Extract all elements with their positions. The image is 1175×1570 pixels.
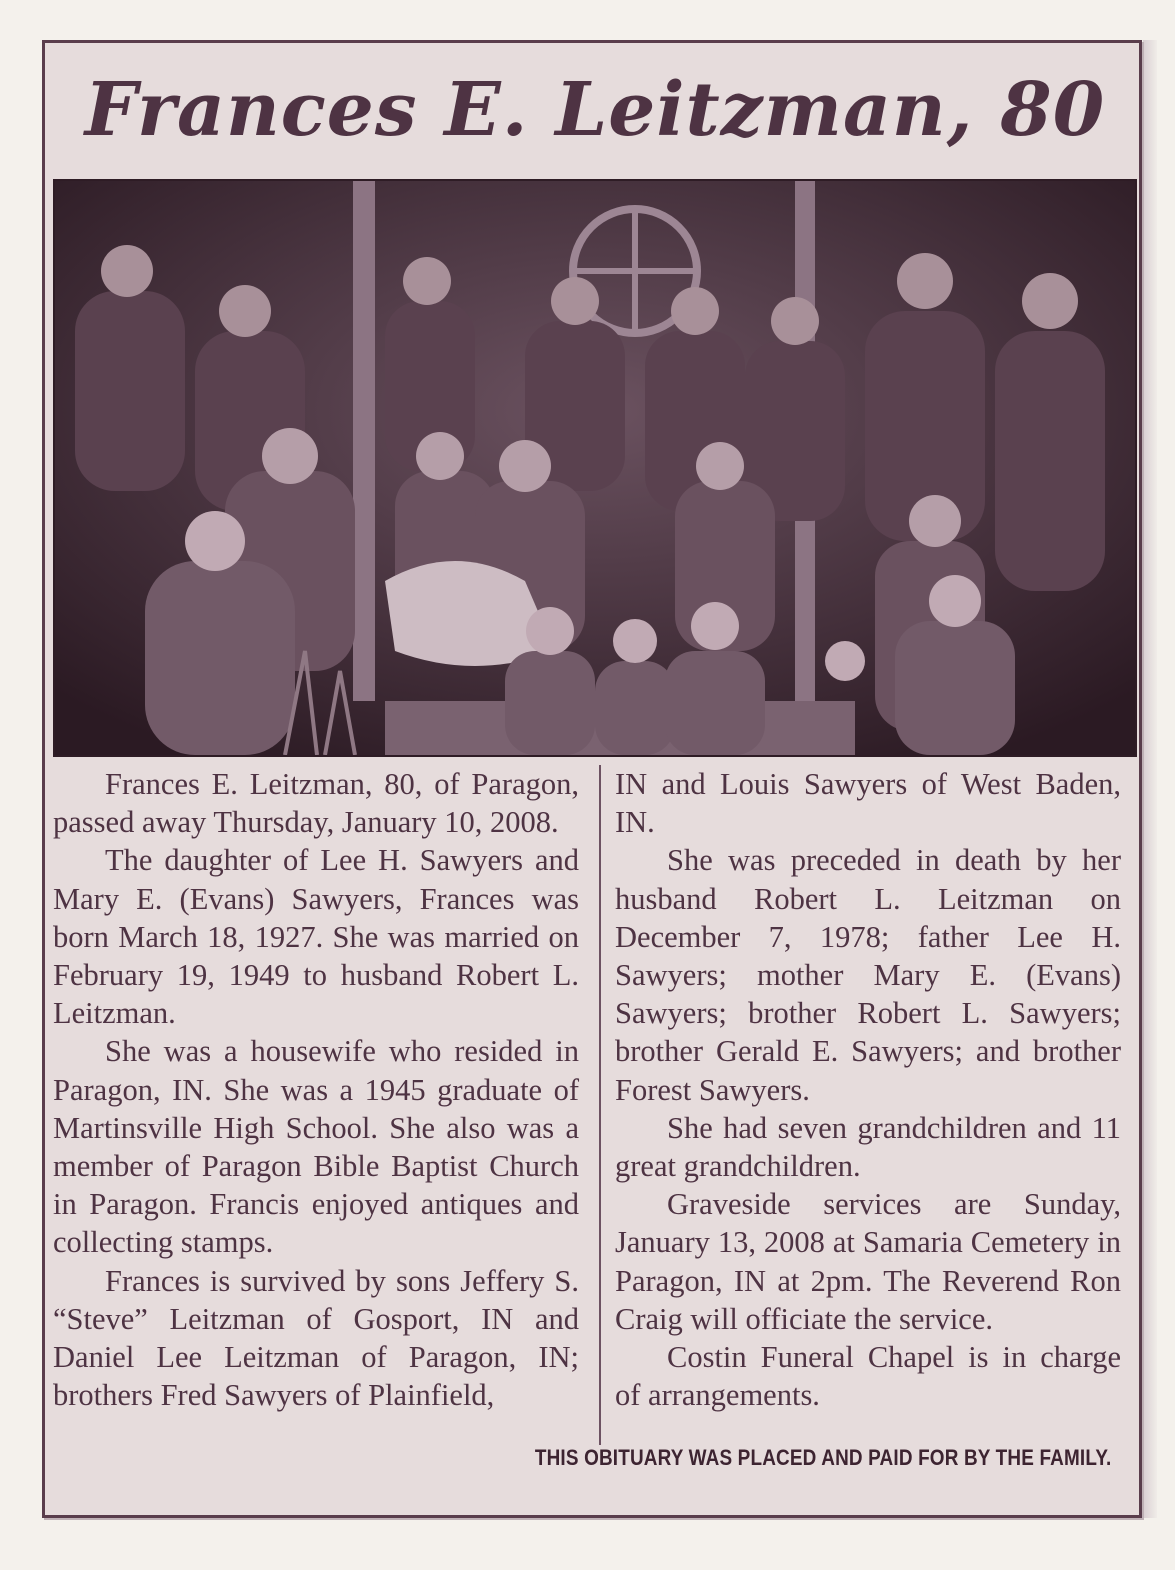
- paid-notice: THIS OBITUARY WAS PLACED AND PAID FOR BY THE FAMILY.: [534, 1445, 1111, 1470]
- column-right: [615, 765, 1121, 1414]
- column-divider: [599, 765, 601, 1445]
- column-left: [53, 765, 579, 1414]
- obituary-clipping: [42, 40, 1142, 1518]
- obituary-body: [53, 765, 1137, 1455]
- paragraph-preceded: She was preceded in death by her husband Robert L. Leitzman on December 7, 1978; father Lee H. Sawyers; mother Mary E. (Evans) Sawyers; brother Robert L. Sawyers; brother Gerald E. Sawyers; and brother Forest Sawyers.: [615, 843, 1121, 1107]
- paragraph-survivors: Frances is survived by sons Jeffery S. “Steve” Leitzman of Gosport, IN and Daniel Lee Leitzman of Paragon, IN; brothers Fred Sawyers of Plainfield,: [53, 1263, 579, 1413]
- paragraph-life: She was a housewife who resided in Paragon, IN. She was a 1945 graduate of Martinsville High School. She also was a member of Paragon Bible Baptist Church in Paragon. Francis enjoyed antiques and collecting stamps.: [53, 1034, 579, 1260]
- paragraph-parents: The daughter of Lee H. Sawyers and Mary E. (Evans) Sawyers, Frances was born March 18, 1927. She was married on February 19, 1949 to husband Robert L. Leitzman.: [53, 843, 579, 1031]
- paragraph-arrangements: Costin Funeral Chapel is in charge of arrangements.: [615, 1340, 1121, 1413]
- paragraph-grandchildren: She had seven grandchildren and 11 great grandchildren.: [615, 1110, 1121, 1184]
- paragraph-survivors-continued: IN and Louis Sawyers of West Baden, IN.: [615, 767, 1121, 840]
- family-photo: [53, 179, 1137, 757]
- paper-edge: [1143, 40, 1157, 1518]
- headline: Frances E. Leitzman, 80: [84, 67, 1106, 153]
- paragraph-intro: Frances E. Leitzman, 80, of Paragon, passed away Thursday, January 10, 2008.: [53, 767, 579, 840]
- paragraph-services: Graveside services are Sunday, January 13, 2008 at Samaria Cemetery in Paragon, IN at 2pm. The Reverend Ron Craig will officiate the service.: [615, 1187, 1121, 1336]
